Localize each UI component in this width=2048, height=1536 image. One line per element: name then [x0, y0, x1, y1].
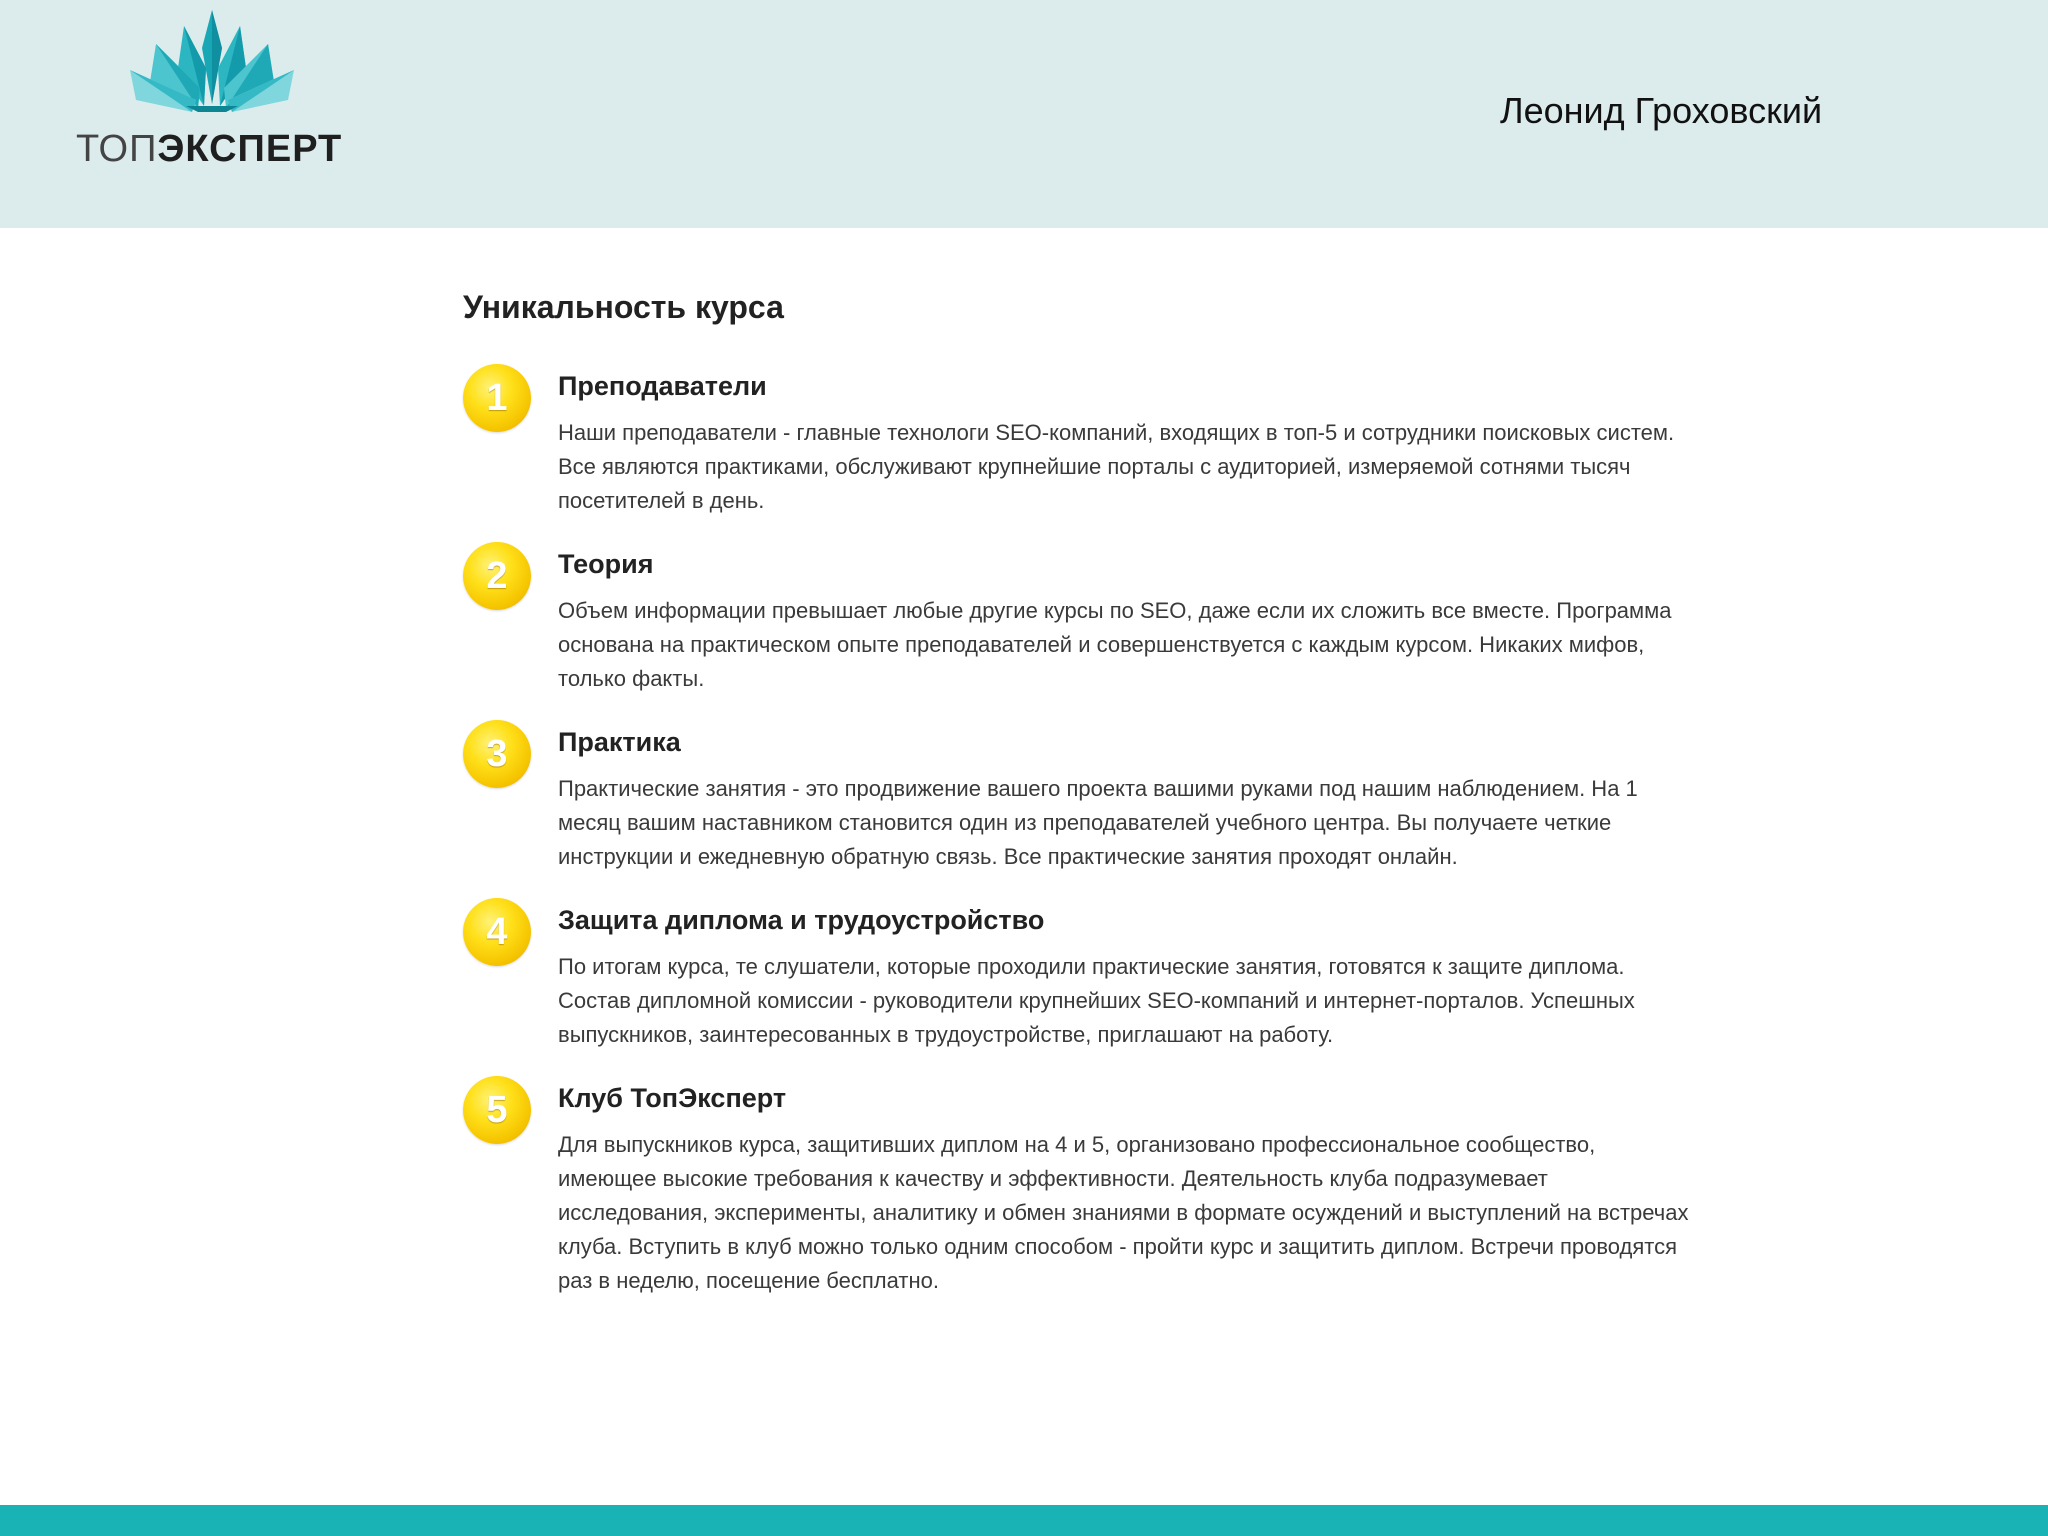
logo-wordmark — [76, 128, 342, 171]
feature-title: Теория — [558, 549, 654, 579]
feature-text: Объем информации превышает любые другие курсы по SEO, даже если их сложить все вместе. Программа основана на практическом опыте преподавателей и совершенствуется с каждым курсом. Никаких мифов, только факты. — [558, 598, 1672, 691]
header — [0, 0, 2048, 228]
feature-item — [463, 1078, 1689, 1298]
feature-item — [463, 544, 1672, 696]
feature-title: Практика — [558, 727, 681, 757]
crystal-lotus-icon — [126, 8, 298, 112]
page-title: Уникальность курса — [463, 289, 784, 325]
number-badge: 1 — [463, 364, 531, 432]
feature-text: По итогам курса, те слушатели, которые проходили практические занятия, готовятся к защите диплома. Состав дипломной комиссии - руководители крупнейших SEO-компаний и интернет-порталов. Успешных выпускников, заинтересованных в трудоустройстве, приглашают на работу. — [558, 954, 1635, 1047]
logo[interactable] — [76, 8, 346, 168]
feature-text: Практические занятия - это продвижение вашего проекта вашими руками под нашим наблюдением. На 1 месяц вашим наставником становится один из преподавателей учебного центра. Вы получаете четкие инструкции и ежедневную обратную связь. Все практические занятия проходят онлайн. — [558, 776, 1638, 869]
feature-item — [463, 900, 1635, 1052]
main-content — [463, 282, 1689, 1324]
feature-item — [463, 722, 1638, 874]
feature-title: Защита диплома и трудоустройство — [558, 905, 1045, 935]
logo-text-light: ТОП — [76, 128, 158, 170]
feature-text: Наши преподаватели - главные технологи SEO-компаний, входящих в топ-5 и сотрудники поисковых систем. Все являются практиками, обслуживают крупнейшие порталы с аудиторией, измеряемой сотнями тысяч посетителей в день. — [558, 420, 1675, 513]
author-name: Леонид Гроховский — [1500, 90, 1823, 131]
number-badge: 5 — [463, 1076, 531, 1144]
number-badge: 3 — [463, 720, 531, 788]
feature-item — [463, 366, 1675, 518]
number-badge: 4 — [463, 898, 531, 966]
footer-bar — [0, 1505, 2048, 1536]
feature-title: Клуб ТопЭксперт — [558, 1083, 787, 1113]
feature-title: Преподаватели — [558, 371, 767, 401]
number-badge: 2 — [463, 542, 531, 610]
feature-text: Для выпускников курса, защитивших диплом на 4 и 5, организовано профессиональное сообщество, имеющее высокие требования к качеству и эффективности. Деятельность клуба подразумевает исследования, эксперименты, аналитику и обмен знаниями в формате осуждений и выступлений на встречах клуба. Вступить в клуб можно только одним способом - пройти курс и защитить диплом. Встречи проводятся раз в неделю, посещение бесплатно. — [558, 1132, 1689, 1293]
logo-text-bold: ЭКСПЕРТ — [157, 128, 343, 170]
